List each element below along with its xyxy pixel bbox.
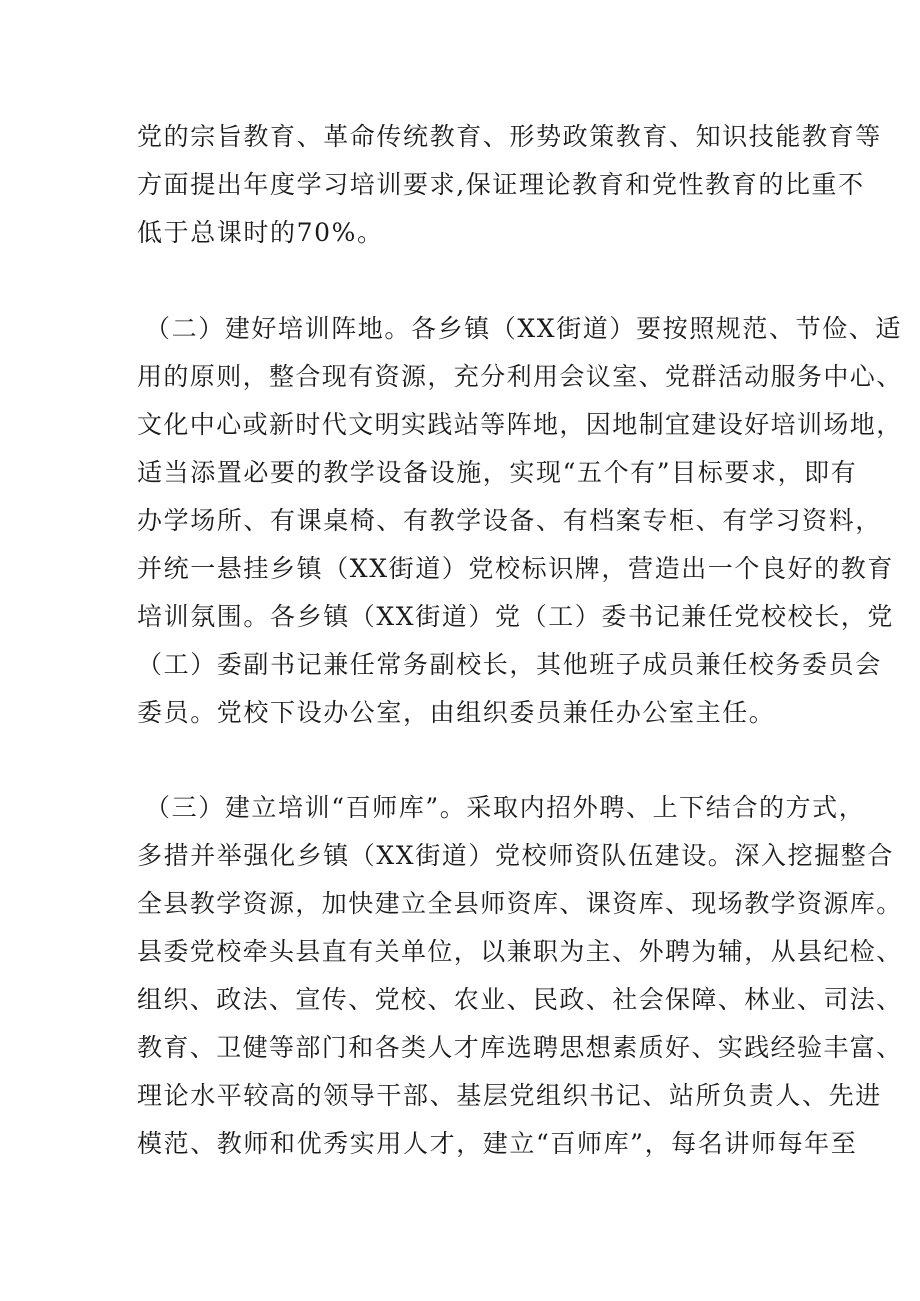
text-line: 文化中心或新时代文明实践站等阵地，因地制宜建设好培训场地， — [137, 410, 903, 439]
text-line: 模范、教师和优秀实用人才，建立“百师库”，每名讲师每年至 — [137, 1129, 858, 1158]
text-line: 多措并举强化乡镇（XX街道）党校师资队伍建设。深入挖掘整合 — [137, 841, 894, 870]
text-line: 并统一悬挂乡镇（XX街道）党校标识牌，营造出一个良好的教育 — [137, 554, 894, 583]
text-line: 教育、卫健等部门和各类人才库选聘思想素质好、实践经验丰富、 — [137, 1033, 903, 1062]
text-line: 培训氛围。各乡镇（XX街道）党（工）委书记兼任党校校长，党 — [137, 602, 894, 631]
text-line: （工）委副书记兼任常务副校长，其他班子成员兼任校务委员会 — [137, 650, 882, 679]
text-line: 用的原则，整合现有资源，充分利用会议室、党群活动服务中心、 — [137, 362, 903, 391]
text-line: （三）建立培训“百师库”。采取内招外聘、上下结合的方式， — [145, 793, 866, 822]
text-line: 低于总课时的70%。 — [137, 218, 384, 247]
text-line: 方面提出年度学习培训要求,保证理论教育和党性教育的比重不 — [137, 170, 865, 199]
text-line: 委员。党校下设办公室，由组织委员兼任办公室主任。 — [137, 698, 776, 727]
text-line: 党的宗旨教育、革命传统教育、形势政策教育、知识技能教育等 — [137, 122, 882, 151]
text-line: 适当添置必要的教学设备设施，实现“五个有”目标要求，即有 — [137, 458, 858, 487]
text-line: 理论水平较高的领导干部、基层党组织书记、站所负责人、先进 — [137, 1081, 882, 1110]
text-line: 全县教学资源，加快建立全县师资库、课资库、现场教学资源库。 — [137, 889, 903, 918]
text-line: 办学场所、有课桌椅、有教学设备、有档案专柜、有学习资料， — [137, 506, 882, 535]
text-line: 县委党校牵头县直有关单位，以兼职为主、外聘为辅，从县纪检、 — [137, 937, 903, 966]
text-line: 组织、政法、宣传、党校、农业、民政、社会保障、林业、司法、 — [137, 985, 903, 1014]
text-line: （二）建好培训阵地。各乡镇（XX街道）要按照规范、节俭、适 — [145, 314, 902, 343]
